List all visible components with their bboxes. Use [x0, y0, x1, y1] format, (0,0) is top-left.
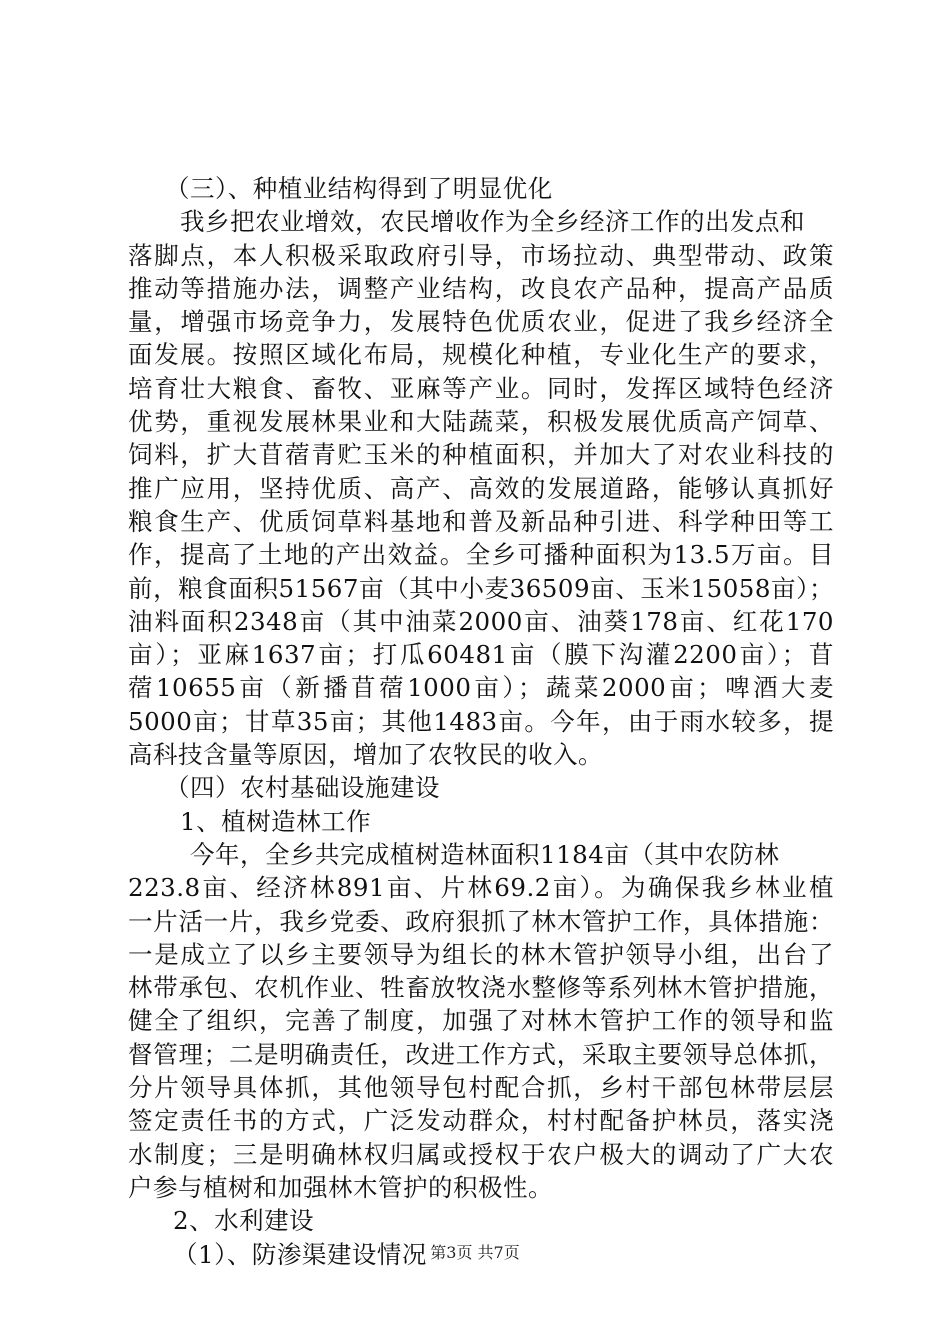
paragraph-line: 亩）；亚麻1637亩；打瓜60481亩（膜下沟灌2200亩）；苜	[128, 640, 834, 670]
subsection-heading: 2、水利建设	[173, 1206, 315, 1236]
paragraph-line: 一片活一片，我乡党委、政府狠抓了林木管护工作，具体措施：	[128, 906, 834, 936]
paragraph-line: 培育壮大粮食、畜牧、亚麻等产业。同时，发挥区域特色经济	[128, 373, 834, 403]
paragraph-line: 量，增强市场竞争力，发展特色优质农业，促进了我乡经济全	[128, 307, 834, 337]
paragraph-line: 优势，重视发展林果业和大陆蔬菜，积极发展优质高产饲草、	[128, 407, 834, 437]
paragraph-line: 油料面积2348亩（其中油菜2000亩、油葵178亩、红花170	[128, 606, 834, 636]
paragraph-line: 作，提高了土地的产出效益。全乡可播种面积为13.5万亩。目	[128, 540, 834, 570]
paragraph-line: 林带承包、农机作业、牲畜放牧浇水整修等系列林木管护措施，	[128, 973, 834, 1003]
paragraph-line: 签定责任书的方式，广泛发动群众，村村配备护林员，落实浇	[128, 1106, 834, 1136]
paragraph-line: 今年，全乡共完成植树造林面积1184亩（其中农防林	[190, 839, 780, 869]
paragraph-line: 督管理；二是明确责任，改进工作方式，采取主要领导总体抓，	[128, 1039, 834, 1069]
paragraph-line: 面发展。按照区域化布局，规模化种植，专业化生产的要求，	[128, 340, 834, 370]
section-heading-3: （三）、种植业结构得到了明显优化	[165, 174, 553, 203]
subsection-heading: （1）、防渗渠建设情况	[173, 1239, 427, 1269]
paragraph-line: 推动等措施办法，调整产业结构，改良农产品种，提高产品质	[128, 273, 834, 303]
paragraph-line: 户参与植树和加强林木管护的积极性。	[128, 1172, 553, 1202]
paragraph-line: 223.8亩、经济林891亩、片林69.2亩）。为确保我乡林业植	[128, 873, 834, 903]
paragraph-line: 饲料，扩大苜蓿青贮玉米的种植面积，并加大了对农业科技的	[128, 440, 834, 470]
page-number-footer: 第3页 共7页	[430, 1243, 520, 1262]
paragraph-line: 5000亩；甘草35亩；其他1483亩。今年，由于雨水较多，提	[128, 706, 834, 736]
subsection-heading: 1、植树造林工作	[180, 806, 372, 836]
paragraph-line: 健全了组织，完善了制度，加强了对林木管护工作的领导和监	[128, 1006, 834, 1036]
paragraph-line: 推广应用，坚持优质、高产、高效的发展道路，能够认真抓好	[128, 473, 834, 503]
paragraph-line: 高科技含量等原因，增加了农牧民的收入。	[128, 740, 603, 770]
paragraph-line: 落脚点，本人积极采取政府引导，市场拉动、典型带动、政策	[128, 240, 834, 270]
paragraph-line: 分片领导具体抓，其他领导包村配合抓，乡村干部包林带层层	[128, 1073, 834, 1103]
paragraph-line: 前，粮食面积51567亩（其中小麦36509亩、玉米15058亩）；	[128, 573, 834, 603]
paragraph-line: 水制度；三是明确林权归属或授权于农户极大的调动了广大农	[128, 1139, 834, 1169]
section-heading-4: （四）农村基础设施建设	[165, 773, 440, 803]
paragraph-line: 一是成立了以乡主要领导为组长的林木管护领导小组，出台了	[128, 939, 834, 969]
paragraph-line: 蓿10655亩（新播苜蓿1000亩）；蔬菜2000亩；啤酒大麦	[128, 673, 834, 703]
paragraph-line: 粮食生产、优质饲草料基地和普及新品种引进、科学种田等工	[128, 506, 834, 536]
paragraph-line: 我乡把农业增效，农民增收作为全乡经济工作的出发点和	[180, 207, 805, 237]
document-body	[128, 172, 834, 1271]
